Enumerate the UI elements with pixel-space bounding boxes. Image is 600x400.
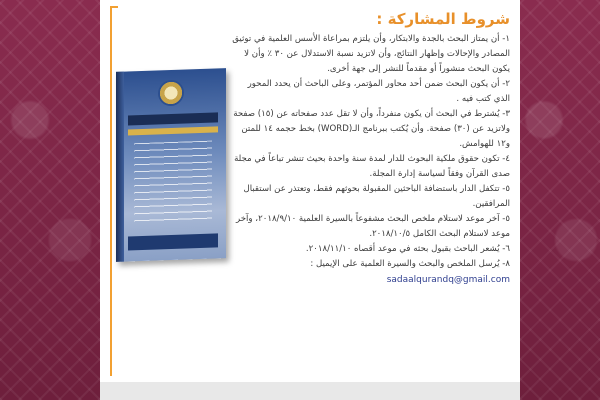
journal-gold-band: [128, 126, 218, 135]
panel-footer-strip: [100, 382, 520, 400]
journal-cover-image: [116, 68, 226, 262]
decorative-pattern-right: [520, 0, 600, 400]
journal-title-band: [128, 112, 218, 125]
journal-spine: [116, 72, 124, 262]
condition-item: ٥- آخر موعد لاستلام ملخص البحث مشفوعاً بالسيرة العلمية ٢٠١٨/٩/١٠، وآخر موعد لاستلام البحث الكامل ٢٠١٨/١٠/٥.: [235, 214, 510, 239]
condition-item: ١- أن يمتاز البحث بالجدة والابتكار، وأن يلتزم بمراعاة الأسس العلمية في توثيق المصادر والإحالات وإظهار النتائج، وأن لاتزيد نسبة الاستدلال عن ٣٠ ٪ وأن لا يكون البحث منشوراً أو مقدماً للنشر إلى جهة أخرى.: [232, 34, 510, 74]
condition-item: ٣- يُشترط في البحث أن يكون منفرداً، وأن لا تقل عدد صفحاته عن (١٥) صفحة ولاتزيد عن (٣٠) صفحة. وأن يُكتب ببرنامج الـ(WORD) بخط حجمه ١٤ للمتن و١٢ للهوامش.: [233, 109, 510, 149]
condition-item: ٥- تتكفل الدار باستضافة الباحثين المقبولة بحوثهم فقط، وتعتذر عن استقبال المرافقين.: [243, 184, 510, 209]
journal-contents-lines: [134, 141, 212, 224]
journal-emblem-icon: [158, 80, 184, 107]
decorative-pattern-left: [0, 0, 100, 400]
condition-item: ٤- تكون حقوق ملكية البحوث للدار لمدة سنة واحدة بحيث تنشر تباعاً في مجلة صدى القرآن وفقاً لسياسة إدارة المجلة.: [234, 154, 510, 179]
accent-frame-corner: [110, 6, 118, 8]
section-heading: شروط المشاركة :: [376, 10, 510, 28]
condition-item: ٨- يُرسل الملخص والبحث والسيرة العلمية على الإيميل :: [310, 259, 510, 269]
condition-item: ٢- أن يكون البحث ضمن أحد محاور المؤتمر، وعلى الباحث أن يحدد المحور الذي كتب فيه .: [247, 79, 510, 104]
contact-email-link[interactable]: sadaalqurandq@gmail.com: [386, 275, 510, 285]
conditions-section: [232, 10, 510, 375]
condition-item: ٦- يُشعر الباحث بقبول بحثه في موعد أقصاه ٢٠١٨/١١/١٠.: [305, 244, 510, 254]
journal-footer-band: [128, 233, 218, 250]
